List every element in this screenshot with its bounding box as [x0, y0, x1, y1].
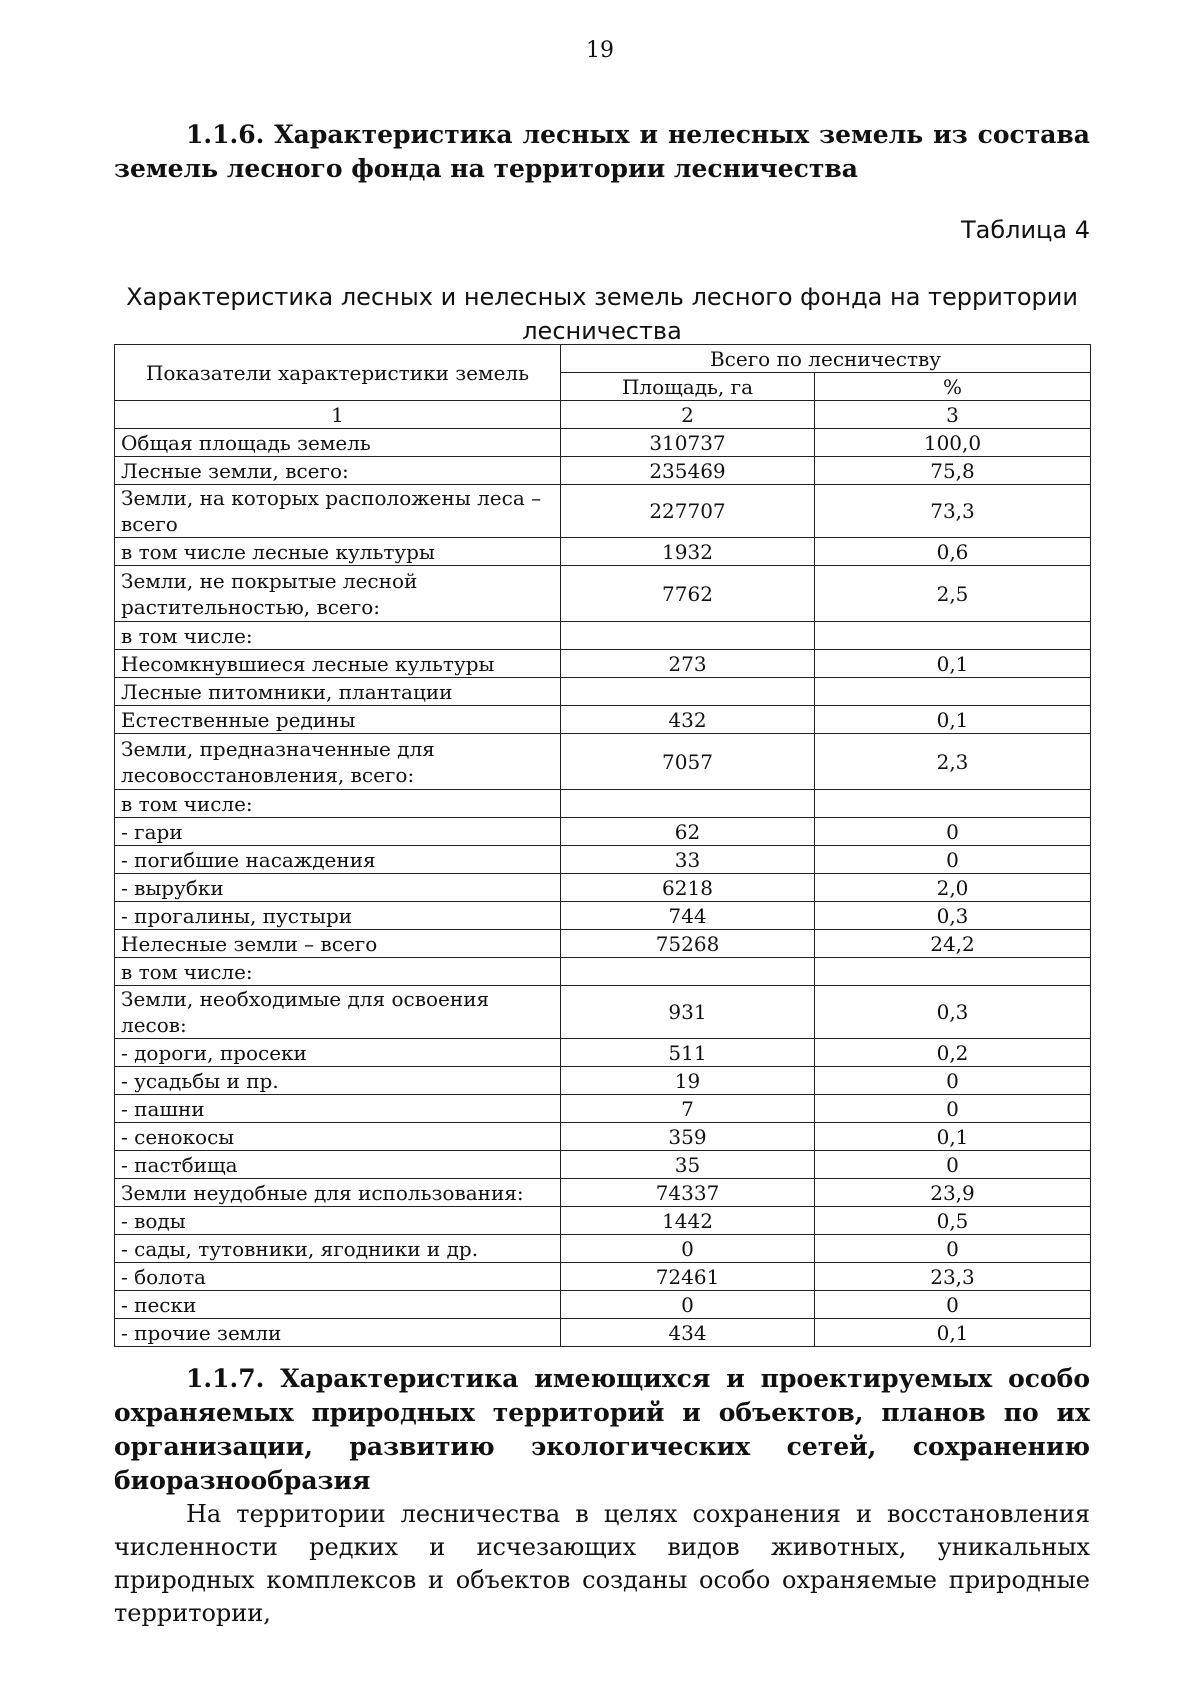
header-percent: % — [815, 373, 1091, 401]
table-row — [115, 429, 1091, 457]
row-percent — [815, 958, 1091, 986]
row-area: 931 — [561, 986, 815, 1039]
row-label: - пастбища — [115, 1151, 561, 1179]
row-area: 72461 — [561, 1263, 815, 1291]
row-label: Лесные земли, всего: — [115, 457, 561, 485]
row-percent: 0 — [815, 1095, 1091, 1123]
header-indicators: Показатели характеристики земель — [115, 345, 561, 401]
row-percent: 73,3 — [815, 485, 1091, 538]
row-label: Земли, предназначенные для лесовосстановления, всего: — [115, 734, 561, 790]
table-row — [115, 874, 1091, 902]
row-area: 273 — [561, 650, 815, 678]
row-percent: 0 — [815, 1291, 1091, 1319]
row-label: Земли неудобные для использования: — [115, 1179, 561, 1207]
row-percent — [815, 678, 1091, 706]
row-label: Несомкнувшиеся лесные культуры — [115, 650, 561, 678]
row-area — [561, 958, 815, 986]
row-percent: 23,9 — [815, 1179, 1091, 1207]
section-title: Характеристика имеющихся и проектируемых особо охраняемых природных территорий и объектов, планов по их организации, развитию экологических сетей, сохранению биоразнообразия — [114, 1364, 1090, 1495]
paragraph-text: На территории лесничества в целях сохранения и восстановления численности редких и исчезающих видов животных, уникальных природных комплексов и объектов созданы особо охраняемые природные территории, — [114, 1500, 1090, 1627]
row-area: 227707 — [561, 485, 815, 538]
table-row — [115, 650, 1091, 678]
header-col-2: 2 — [561, 401, 815, 429]
header-col-1: 1 — [115, 401, 561, 429]
body-paragraph — [114, 1498, 1090, 1630]
row-label: - прогалины, пустыри — [115, 902, 561, 930]
row-area: 235469 — [561, 457, 815, 485]
row-label: Общая площадь земель — [115, 429, 561, 457]
table-row — [115, 457, 1091, 485]
row-area: 434 — [561, 1319, 815, 1347]
row-area: 359 — [561, 1123, 815, 1151]
table-row — [115, 930, 1091, 958]
table-row — [115, 566, 1091, 622]
row-area: 7057 — [561, 734, 815, 790]
row-label: - дороги, просеки — [115, 1039, 561, 1067]
row-label: - прочие земли — [115, 1319, 561, 1347]
row-label: - пашни — [115, 1095, 561, 1123]
row-area: 7762 — [561, 566, 815, 622]
row-percent: 2,3 — [815, 734, 1091, 790]
header-area: Площадь, га — [561, 373, 815, 401]
row-area: 6218 — [561, 874, 815, 902]
row-area: 0 — [561, 1235, 815, 1263]
row-label: в том числе лесные культуры — [115, 538, 561, 566]
row-label: в том числе: — [115, 790, 561, 818]
row-area — [561, 622, 815, 650]
row-area: 7 — [561, 1095, 815, 1123]
section-heading-1-1-6 — [114, 118, 1090, 186]
row-label: - гари — [115, 818, 561, 846]
row-label: Нелесные земли – всего — [115, 930, 561, 958]
page-number: 19 — [586, 38, 614, 63]
row-percent: 0 — [815, 1067, 1091, 1095]
row-percent: 0,1 — [815, 1319, 1091, 1347]
row-percent: 2,5 — [815, 566, 1091, 622]
row-percent: 0,5 — [815, 1207, 1091, 1235]
header-total: Всего по лесничеству — [561, 345, 1091, 373]
row-area: 1932 — [561, 538, 815, 566]
table-row — [115, 622, 1091, 650]
row-label: в том числе: — [115, 958, 561, 986]
row-area: 310737 — [561, 429, 815, 457]
row-percent: 0,1 — [815, 650, 1091, 678]
table-row — [115, 790, 1091, 818]
row-label: Лесные питомники, плантации — [115, 678, 561, 706]
row-area — [561, 790, 815, 818]
table-row — [115, 538, 1091, 566]
row-percent: 100,0 — [815, 429, 1091, 457]
table-body — [115, 429, 1091, 1347]
row-percent: 0,1 — [815, 706, 1091, 734]
row-area: 19 — [561, 1067, 815, 1095]
land-characteristics-table — [114, 344, 1091, 1347]
table-row — [115, 1123, 1091, 1151]
table-number: Таблица 4 — [960, 216, 1090, 244]
table-row — [115, 485, 1091, 538]
row-label: - вырубки — [115, 874, 561, 902]
row-area: 62 — [561, 818, 815, 846]
table-row — [115, 1067, 1091, 1095]
row-area: 75268 — [561, 930, 815, 958]
table-row — [115, 1179, 1091, 1207]
table-row — [115, 986, 1091, 1039]
row-area: 744 — [561, 902, 815, 930]
row-percent: 0,1 — [815, 1123, 1091, 1151]
row-area: 35 — [561, 1151, 815, 1179]
row-label: - воды — [115, 1207, 561, 1235]
row-percent: 0 — [815, 818, 1091, 846]
row-area — [561, 678, 815, 706]
row-area: 1442 — [561, 1207, 815, 1235]
table-row — [115, 1235, 1091, 1263]
row-area: 33 — [561, 846, 815, 874]
table-row — [115, 678, 1091, 706]
row-label: Естественные редины — [115, 706, 561, 734]
row-percent — [815, 622, 1091, 650]
row-percent: 0 — [815, 1151, 1091, 1179]
table-row — [115, 1151, 1091, 1179]
row-percent: 0,6 — [815, 538, 1091, 566]
table-row — [115, 1319, 1091, 1347]
section-number: 1.1.7. — [186, 1364, 265, 1393]
row-label: - сенокосы — [115, 1123, 561, 1151]
row-percent: 75,8 — [815, 457, 1091, 485]
table-row — [115, 734, 1091, 790]
row-area: 511 — [561, 1039, 815, 1067]
row-label: Земли, на которых расположены леса – всего — [115, 485, 561, 538]
table-caption: Характеристика лесных и нелесных земель лесного фонда на территории лесничества — [126, 283, 1078, 345]
table-row — [115, 1207, 1091, 1235]
row-label: - усадьбы и пр. — [115, 1067, 561, 1095]
header-col-3: 3 — [815, 401, 1091, 429]
row-percent: 23,3 — [815, 1263, 1091, 1291]
table-row — [115, 1263, 1091, 1291]
row-area: 432 — [561, 706, 815, 734]
row-label: - пески — [115, 1291, 561, 1319]
row-percent: 0 — [815, 1235, 1091, 1263]
table-row — [115, 902, 1091, 930]
row-label: - сады, тутовники, ягодники и др. — [115, 1235, 561, 1263]
row-label: - погибшие насаждения — [115, 846, 561, 874]
row-area: 0 — [561, 1291, 815, 1319]
row-label: Земли, необходимые для освоения лесов: — [115, 986, 561, 1039]
section-title: Характеристика лесных и нелесных земель из состава земель лесного фонда на территории лесничества — [114, 120, 1090, 183]
row-percent: 0 — [815, 846, 1091, 874]
row-label: - болота — [115, 1263, 561, 1291]
section-number: 1.1.6. — [186, 120, 265, 149]
table-row — [115, 1095, 1091, 1123]
row-label: в том числе: — [115, 622, 561, 650]
table-row — [115, 958, 1091, 986]
row-percent: 0,3 — [815, 902, 1091, 930]
row-area: 74337 — [561, 1179, 815, 1207]
row-percent: 2,0 — [815, 874, 1091, 902]
row-percent: 0,2 — [815, 1039, 1091, 1067]
table-row — [115, 706, 1091, 734]
row-percent: 24,2 — [815, 930, 1091, 958]
table-row — [115, 818, 1091, 846]
row-percent: 0,3 — [815, 986, 1091, 1039]
table-row — [115, 1039, 1091, 1067]
row-percent — [815, 790, 1091, 818]
table-row — [115, 846, 1091, 874]
section-heading-1-1-7 — [114, 1362, 1090, 1498]
table-row — [115, 1291, 1091, 1319]
row-label: Земли, не покрытые лесной растительностью, всего: — [115, 566, 561, 622]
